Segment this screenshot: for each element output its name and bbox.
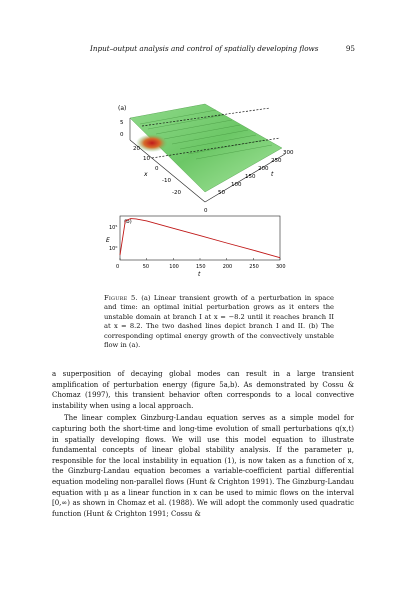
t-axis-label: t <box>271 171 274 178</box>
x-axis-label: x <box>144 171 148 178</box>
x-tick-label: 0 <box>116 264 120 270</box>
z-tick-0: 0 <box>120 132 124 138</box>
x-tick-label: 200 <box>222 264 233 270</box>
paragraph-1: a superposition of decaying global modes can result in a large transient amplification of perturbation energy (figure 5a,b). As demonstrated by Cossu & Chomaz (1997), this transient behavior often corresponds to a local convective instability when using a local approach. <box>52 370 354 410</box>
x-tick-neg10: -10 <box>162 178 171 184</box>
t-tick-200: 200 <box>258 166 269 172</box>
panel-b-label: (b) <box>124 219 132 225</box>
figure-caption <box>104 294 334 350</box>
figure-panel-b <box>100 212 290 278</box>
y-tick-1e5: 10⁵ <box>109 225 118 231</box>
caption-text: (a) Linear transient growth of a perturbation in space and time: an optimal initial perturbation grows as it enters the unstable domain at branch I at x = −8.2 until it reaches branch II at x = 8.2. The two dashed lines depict branch I and II. (b) The corresponding optimal energy growth of the convectively unstable flow in (a). <box>104 294 334 350</box>
z-tick-5: 5 <box>120 120 124 126</box>
paragraph-2: The linear complex Ginzburg-Landau equation serves as a simple model for capturing both the short-time and long-time evolution of small perturbations q(x,t) in spatially developing flows. We will use this model equation to illustrate fundamental concepts of linear global stability analysis. If the parameter μ, responsible for the local instability in equation (1), is now taken as a function of x, the Ginzburg-Landau equation becomes a variable-coefficient partial differential equation modeling non-parallel flows (Hunt & Crighton 1991). The Ginzburg-Landau equation with μ as a linear function in x can be used to mimic flows on the interval [0,∞) as shown in Chomaz et al. (1988). We will adopt the commonly used quadratic function (Hunt & Crighton 1991; Cossu & <box>52 414 354 518</box>
x-tick-label: 300 <box>276 264 286 270</box>
body-text <box>52 369 354 519</box>
page-number: 95 <box>345 44 355 53</box>
x-tick-20: 20 <box>133 146 140 152</box>
b-x-axis-label: t <box>198 271 201 278</box>
y-axis-label: E <box>106 237 110 244</box>
caption-label: Figure 5. <box>104 294 138 302</box>
running-title: Input–output analysis and control of spatially developing flows <box>90 44 319 53</box>
t-tick-250: 250 <box>271 158 282 164</box>
y-tick-1e0: 10⁰ <box>109 246 118 252</box>
x-tick-10: 10 <box>143 156 150 162</box>
t-tick-300: 300 <box>283 150 294 156</box>
t-tick-50: 50 <box>218 190 225 196</box>
x-tick-label: 250 <box>249 264 259 270</box>
t-tick-0: 0 <box>204 208 208 214</box>
x-tick-label: 150 <box>196 264 206 270</box>
x-tick-0: 0 <box>155 166 159 172</box>
t-tick-150: 150 <box>245 174 256 180</box>
plot-frame <box>120 216 280 260</box>
x-tick-neg20: -20 <box>172 190 181 196</box>
running-header <box>90 44 355 53</box>
x-tick-label: 50 <box>142 264 150 270</box>
t-tick-100: 100 <box>231 182 242 188</box>
x-tick-label: 100 <box>169 264 179 270</box>
panel-a-label: (a) <box>118 105 127 112</box>
figure-panel-a <box>100 96 300 222</box>
energy-curve <box>120 219 280 258</box>
